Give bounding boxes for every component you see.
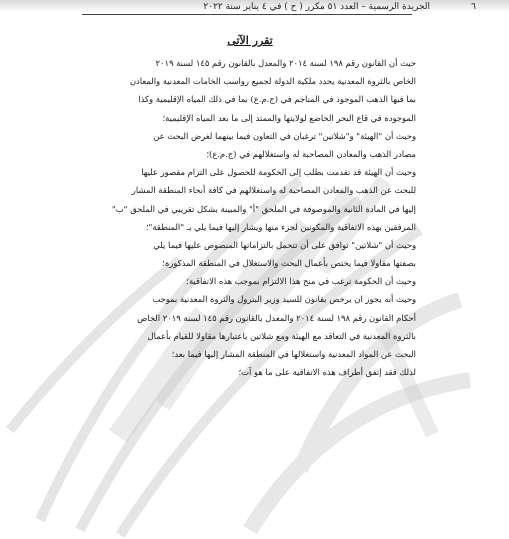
document-body (86, 54, 416, 381)
text-line: للبحث عن الذهب والمعادن المصاحبة له واستغلالهم في كافة أنحاء المنطقة المشار (131, 185, 416, 196)
text-line: إليها في المادة الثانية والموصوفة في الملحق "أ" والمبينة بشكل تقريبي في الملحق "ب" (111, 203, 416, 214)
page-header (70, 1, 476, 14)
text-line: بالثروة المعدنية في التعاقد مع الهيئة ومع شلاتين باعتبارها مقاولا للقيام بأعمال (147, 330, 416, 341)
text-line: وحيث أن "الهيئة" و"شلاتين" ترغبان في التعاون فيما بينهما لغرض البحث عن (153, 130, 416, 141)
text-line: أحكام القانون رقم ١٩٨ لسنة ٢٠١٤ والمعدل بالقانون رقم ١٤٥ لسنة ٢٠١٩ الخاص (137, 312, 416, 323)
document-title: تقرر الآتى (227, 34, 273, 47)
gazette-header: الجريدة الرسمية – العدد ٥١ مكرر ( ح ) في ٤ يناير سنة ٢٠٢٢ (203, 2, 430, 12)
text-line: الخاص بالثروة المعدنية يحدد ملكية الدولة لجميع رواسب الخامات المعدنية والمعادن (129, 76, 416, 87)
text-line: وحيث أن "شلاتين" توافق على أن تتحمل بالتزاماتها المنصوص عليها فيما يلي (153, 239, 416, 250)
text-line: الموجودة في قاع البحر الخاضع لولايتها والممتد إلى ما بعد المياه الإقليمية؛ (162, 112, 416, 123)
text-line: وحيث أنه يجوز ان يرخص بقانون للسيد وزير البترول والثروة المعدنية بموجب (152, 294, 416, 305)
text-line: بما فيها الذهب الموجود في المناجم في (ج.م.ع) بما في ذلك المياه الإقليمية وكذا (138, 94, 416, 105)
text-line: البحث عن المواد المعدنية واستغلالها في المنطقة المشار إليها فيما بعد؛ (171, 349, 416, 359)
text-line: بصفتها مقاولا فيما يختص بأعمال البحث والاستغلال في المنطقة المذكورة؛ (162, 258, 416, 269)
text-line: حيث أن القانون رقم ١٩٨ لسنة ٢٠١٤ والمعدل بالقانون رقم ١٤٥ لسنة ٢٠١٩ (155, 58, 416, 68)
text-line: لذلك فقد إتفق أطراف هذه الاتفاقية على ما هو آت؛ (238, 367, 416, 378)
text-line: وحيث أن الحكومة ترغب في منح هذا الالتزام بموجب هذه الاتفاقية؛ (186, 276, 416, 287)
text-line: وحيث أن الهيئة قد تقدمت بطلب إلى الحكومة للحصول على التزام مقصور عليها (141, 167, 416, 178)
page-number: ٦ (471, 2, 476, 12)
header-rule (82, 14, 412, 15)
text-line: مصادر الذهب والمعادن المصاحبة له واستغلالهم في (ج.م.ع)؛ (206, 148, 416, 159)
text-line: المرفقين بهذه الاتفاقية والمكونين لجزء منها ويشار إليها فيما يلي بـ "المنطقة"؛ (145, 221, 416, 232)
